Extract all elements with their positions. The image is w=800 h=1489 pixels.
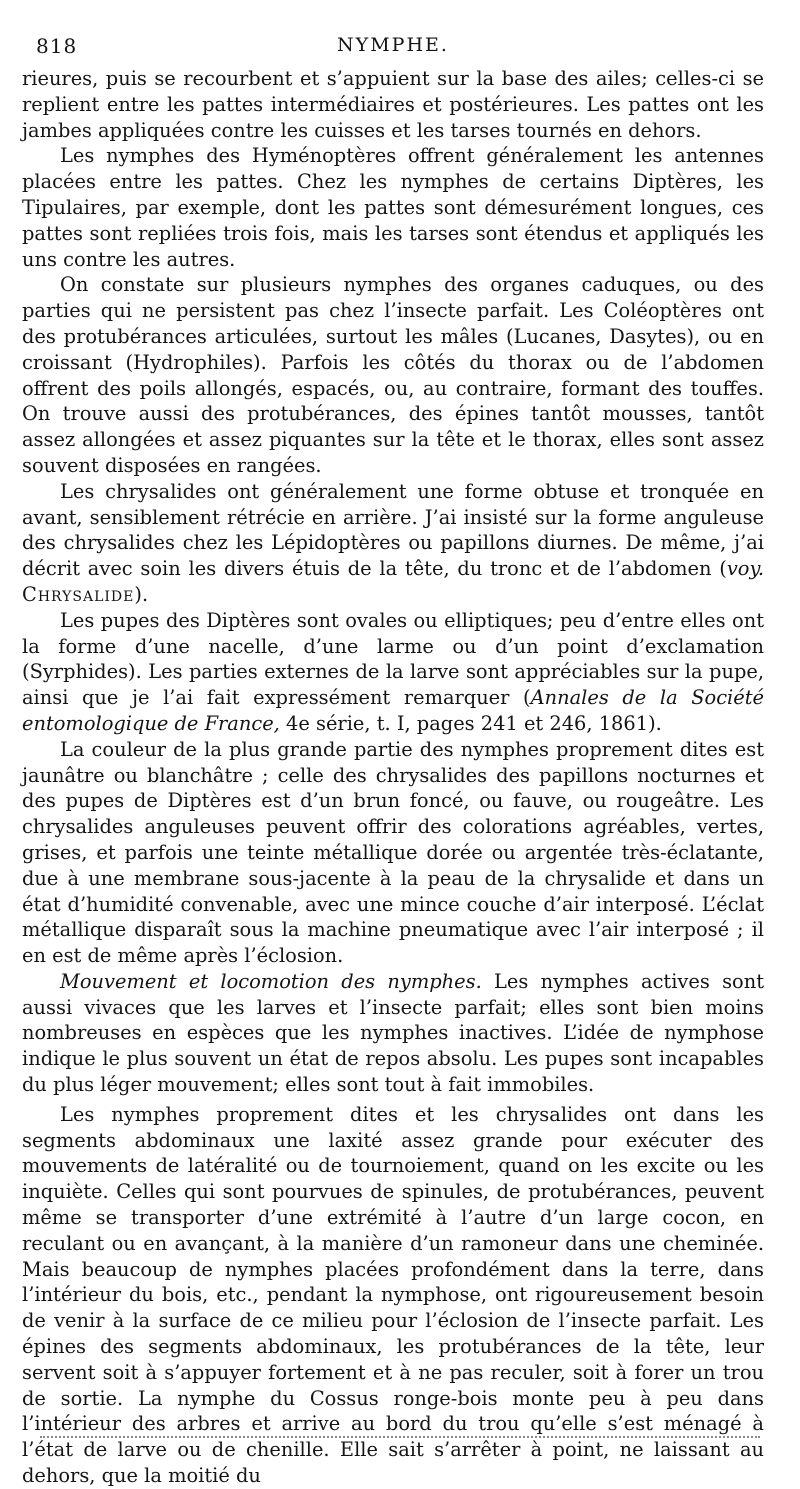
footer-dotted-rule: [40, 1436, 760, 1438]
chrysalides-text: Les chrysalides ont généralement une forme obtuse et tronquée en avant, sensiblement rétrécie en arrière. J’ai insisté sur la forme anguleuse des chrysalides chez les Lépidoptères ou papillons diurnes. De même, j’ai décrit avec soin les divers étuis de la tête, du tronc et de l’abdomen (: [22, 479, 764, 581]
pupes-text: Les pupes des Diptères sont ovales ou elliptiques; peu d’entre elles ont la forme d’une nacelle, d’une larme ou d’un point d’exclamation (Syrphides). Les parties externes de la larve sont appréciables sur la pupe, ainsi que je l’ai fait expressément remarquer (: [22, 608, 764, 710]
cross-reference: Chrysalide: [22, 582, 135, 606]
page-header: [22, 34, 764, 62]
body-text: [22, 66, 764, 1489]
mouvement-text: Les nymphes actives sont aussi vivaces que les larves et l’insecte parfait; elles sont bien moins nombreuses en espèces que les nymphes inactives. L’idée de nymphose indique le plus souvent un état de repos absolu. Les pupes sont incapables du plus léger mouvement; elles sont tout à fait immobiles.: [22, 969, 764, 1097]
paragraph-couleur: La couleur de la plus grande partie des nymphes proprement dites est jaunâtre ou blanchâtre ; celle des chrysalides des papillons nocturnes et des pupes de Diptères est d’un brun foncé, ou fauve, ou rougeâtre. Les chrysalides anguleuses peuvent offrir des colorations agréables, vertes, grises, et parfois une teinte métallique dorée ou argentée très-éclatante, due à une membrane sous-jacente à la peau de la chrysalide et dans un état d’humidité convenable, avec une mince couche d’air interposé. L’éclat métallique disparaît sous la machine pneumatique avec l’air interposé ; il en est de même après l’éclosion.: [22, 737, 764, 968]
paragraph-continuation: rieures, puis se recourbent et s’appuient sur la base des ailes; celles-ci se replient entre les pattes intermédiaires et postérieures. Les pattes ont les jambes appliquées contre les cuisses et les tarses tournés en dehors.: [22, 67, 764, 142]
chrysalides-end: ).: [134, 582, 149, 606]
running-title: NYMPHE.: [337, 34, 449, 56]
pupes-citation: 4e série, t. I, pages 241 et 246, 1861).: [279, 711, 662, 735]
paragraph-mouvement: [22, 969, 764, 1098]
paragraph-pupes: [22, 608, 764, 737]
paragraph-laxite: Les nymphes proprement dites et les chrysalides ont dans les segments abdominaux une laxité assez grande pour exécuter des mouvements de latéralité ou de tournoiement, quand on les excite ou les inquiète. Celles qui sont pourvues de spinules, de protubérances, peuvent même se transporter d’une extrémité à l’autre d’un large cocon, en reculant ou en avançant, à la manière d’un ramoneur dans une cheminée. Mais beaucoup de nymphes placées profondément dans la terre, dans l’intérieur du bois, etc., pendant la nymphose, ont rigoureusement besoin de venir à la surface de ce milieu pour l’éclosion de l’insecte parfait. Les épines des segments abdominaux, les protubérances de la tête, leur servent soit à s’appuyer fortement et à ne pas reculer, soit à forer un trou de sortie. La nymphe du Cossus ronge-bois monte peu à peu dans l’intérieur des arbres et arrive au bord du trou qu’elle s’est ménagé à l’état de larve ou de chenille. Elle sait s’arrêter à point, ne laissant au dehors, que la moitié du: [22, 1102, 764, 1488]
voy-abbrev: voy.: [726, 557, 764, 581]
section-heading: Mouvement et locomotion des nymphes.: [60, 969, 482, 993]
page-number: 818: [36, 34, 78, 58]
journal-title: Annales de la Société entomologique de France,: [22, 686, 764, 735]
paragraph-organes-caduques: On constate sur plusieurs nymphes des organes caduques, ou des parties qui ne persistent pas chez l’insecte parfait. Les Coléoptères ont des protubérances articulées, surtout les mâles (Lucanes, Dasytes), ou en croissant (Hydrophiles). Parfois les côtés du thorax ou de l’abdomen offrent des poils allongés, espacés, ou, au contraire, formant des touffes. On trouve aussi des protubérances, des épines tantôt mousses, tantôt assez allongées et assez piquantes sur la tête et le thorax, elles sont assez souvent disposées en rangées.: [22, 273, 764, 477]
paragraph-hymenopteres: Les nymphes des Hyménoptères offrent généralement les antennes placées entre les pattes. Chez les nymphes de certains Diptères, les Tipulaires, par exemple, dont les pattes sont démesurément longues, ces pattes sont repliées trois fois, mais les tarses sont étendus et appliqués les uns contre les autres.: [22, 144, 764, 271]
paragraph-chrysalides: [22, 479, 764, 608]
